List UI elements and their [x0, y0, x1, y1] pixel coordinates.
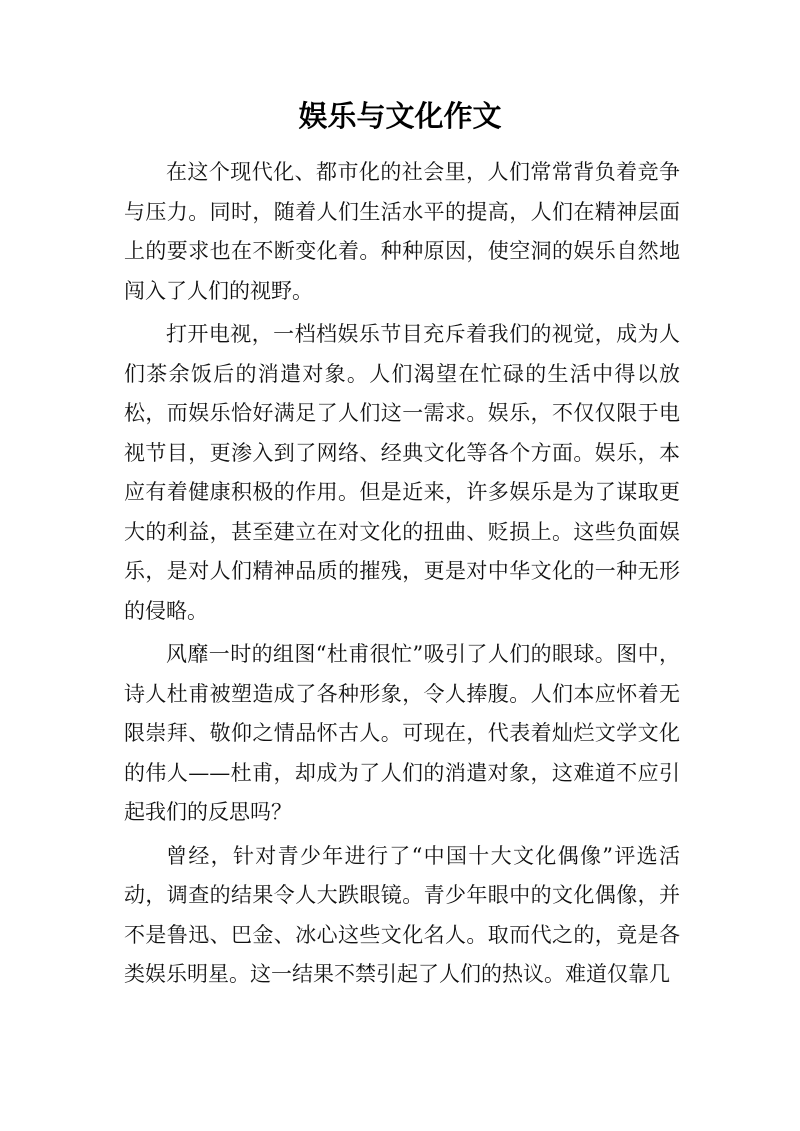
paragraph-1: 在这个现代化、都市化的社会里，人们常常背负着竞争与压力。同时，随着人们生活水平的提高，人们在精神层面上的要求也在不断变化着。种种原因，使空洞的娱乐自然地闯入了人们的视野。 [124, 160, 680, 303]
paragraph-2: 打开电视，一档档娱乐节目充斥着我们的视觉，成为人们茶余饭后的消遣对象。人们渴望在忙碌的生活中得以放松，而娱乐恰好满足了人们这一需求。娱乐，不仅仅限于电视节目，更渗入到了网络、经典文化等各个方面。娱乐，本应有着健康积极的作用。但是近来，许多娱乐是为了谋取更大的利益，甚至建立在对文化的扭曲、贬损上。这些负面娱乐，是对人们精神品质的摧残，更是对中华文化的一种无形的侵略。 [124, 322, 680, 623]
document-body [124, 153, 680, 999]
paragraph-3: 风靡一时的组图“杜甫很忙”吸引了人们的眼球。图中，诗人杜甫被塑造成了各种形象，令人捧腹。人们本应怀着无限崇拜、敬仰之情品怀古人。可现在，代表着灿烂文学文化的伟人——杜甫，却成为了人们的消遣对象，这难道不应引起我们的反思吗？ [124, 642, 680, 824]
document-title: 娱乐与文化作文 [298, 99, 502, 133]
paragraph-4: 曾经，针对青少年进行了“中国十大文化偶像”评选活动，调查的结果令人大跌眼镜。青少年眼中的文化偶像，并不是鲁迅、巴金、冰心这些文化名人。取而代之的，竟是各类娱乐明星。这一结果不禁引起了人们的热议。难道仅靠几 [124, 843, 680, 986]
